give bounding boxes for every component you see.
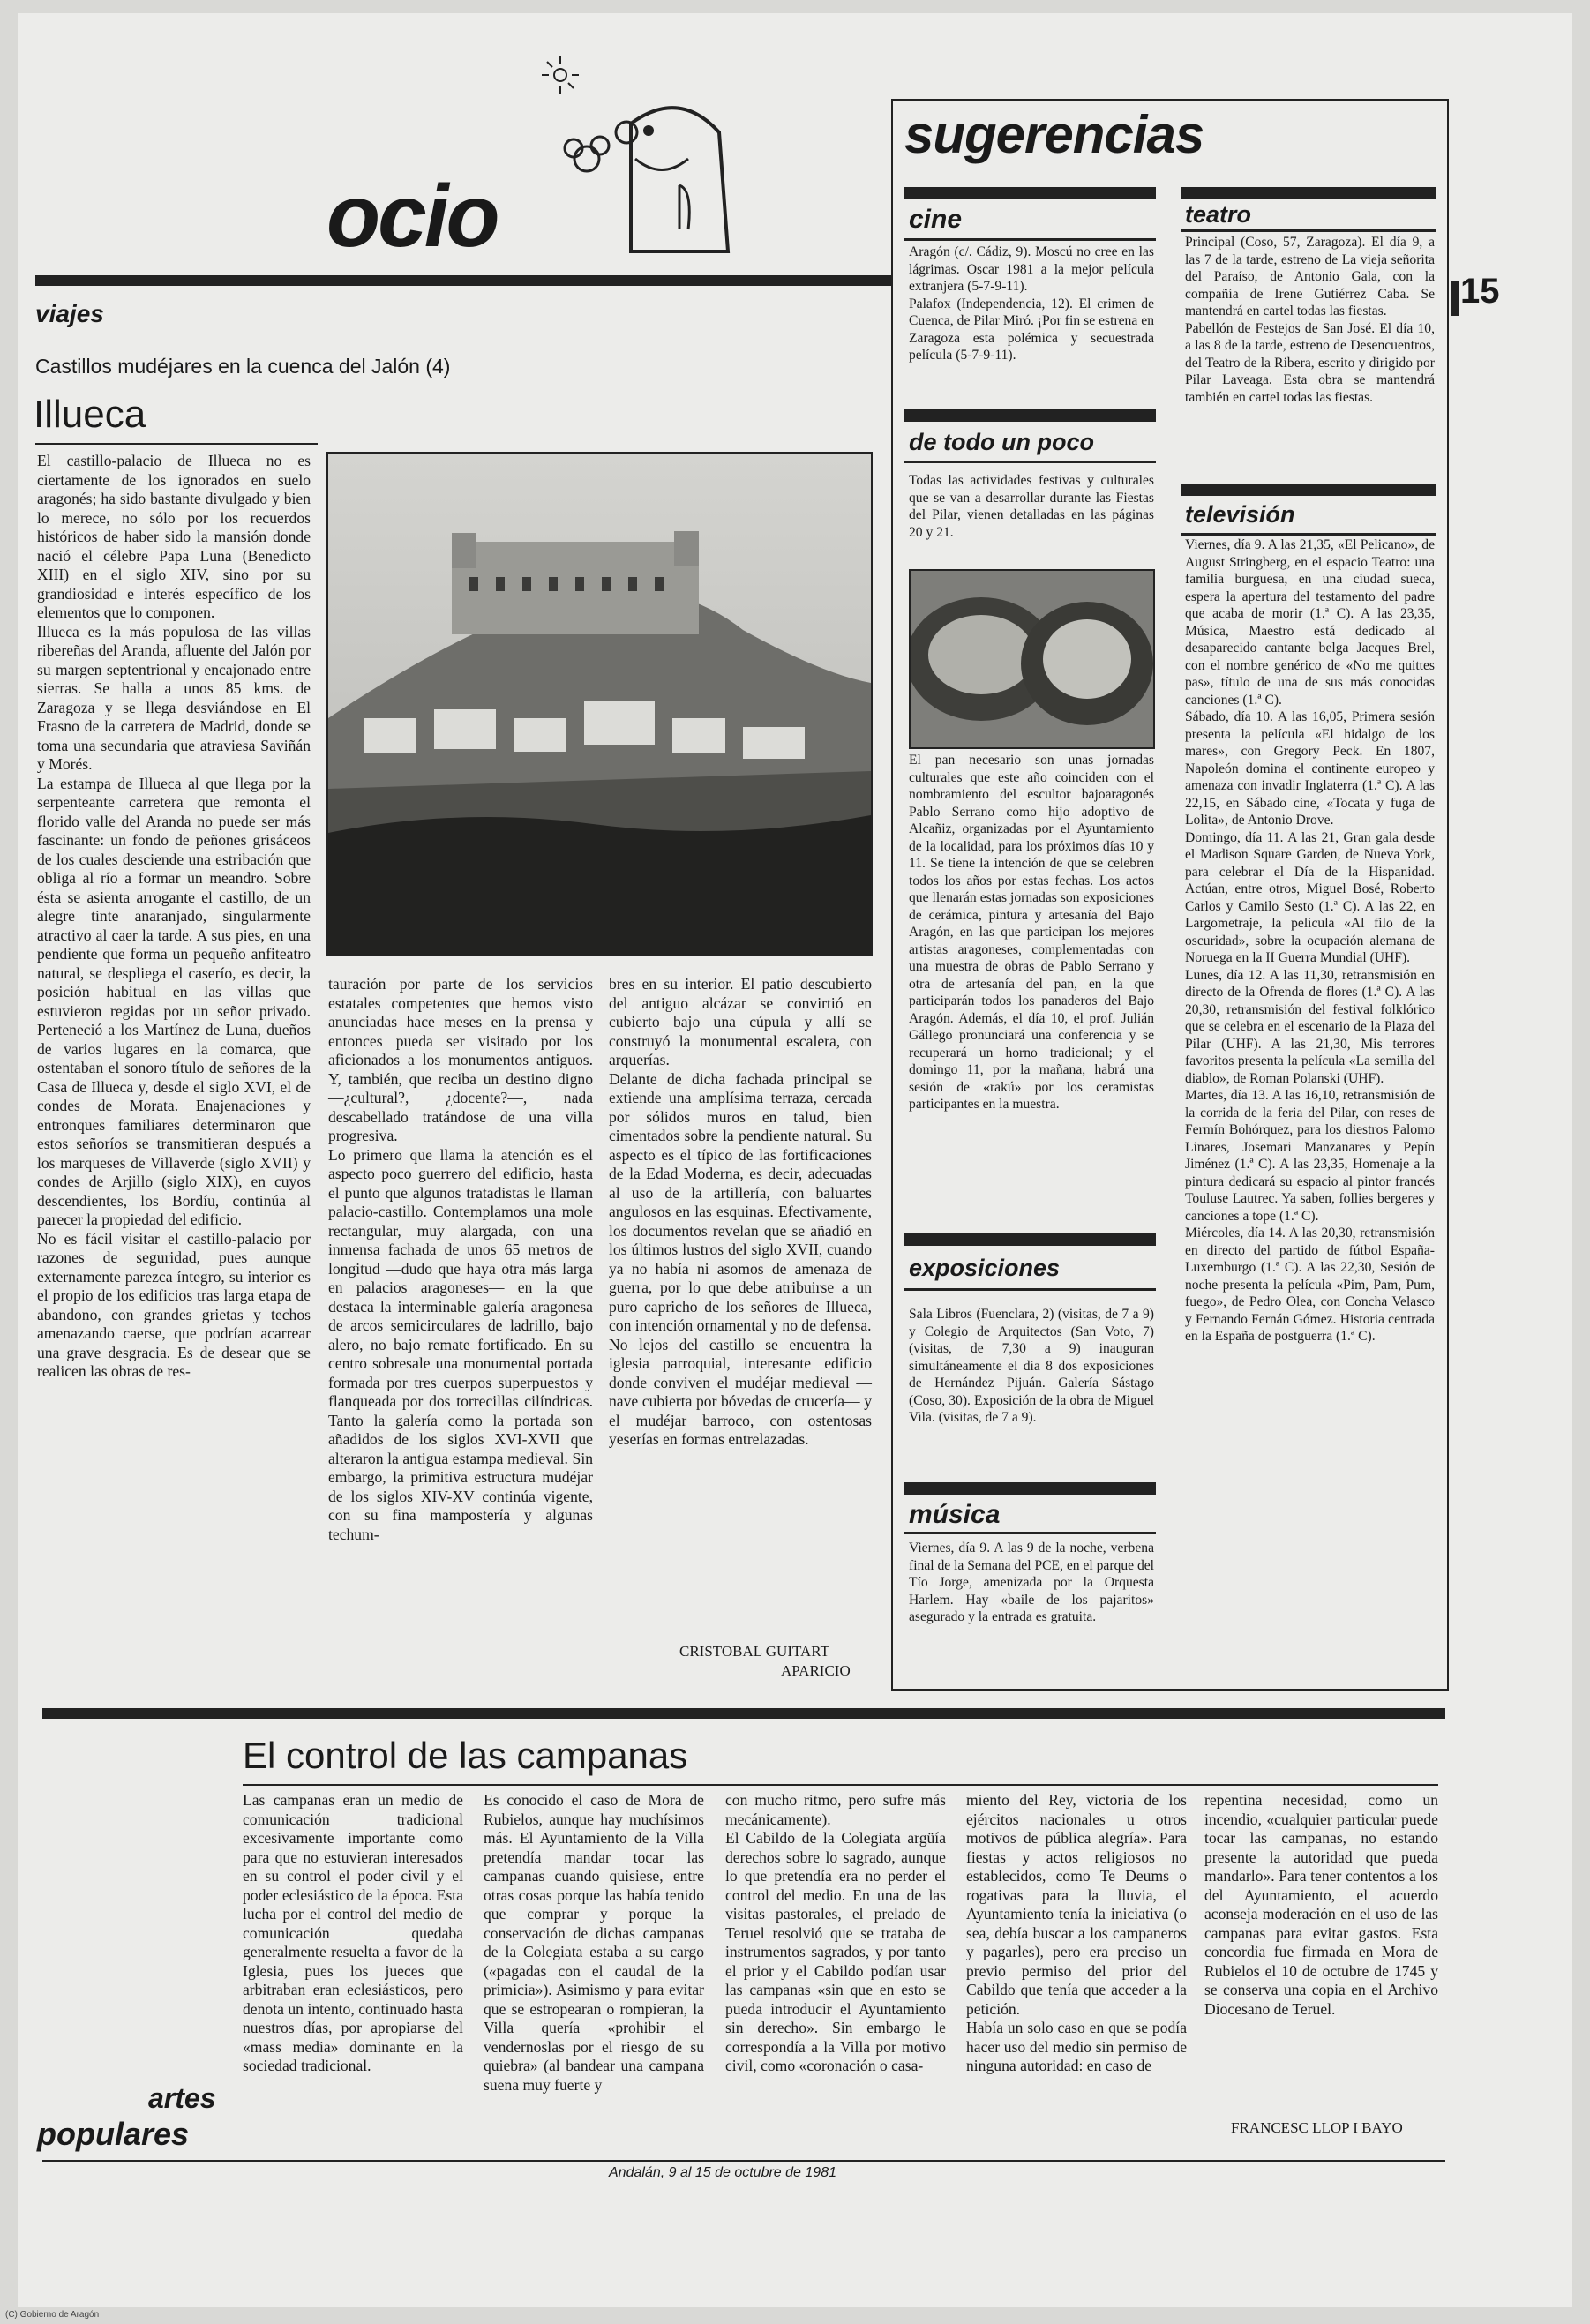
- campanas-col-1: Las campanas eran un medio de comunicación tradicional excesivamente importante como para que no estuvieran interesados en su control el poder civil y el poder eclesiástico de la época. Esta lucha por el control del medio de comunicación quedaba generalmente resuelta a favor de la Iglesia, pues los jueces que arbitraban eran eclesiásticos, pero denota un intento, continuado hasta nuestros días, por apropiarse del «mass media» dominante en la sociedad tradicional.: [243, 1791, 463, 2074]
- expo-underline: [904, 1288, 1156, 1291]
- campanas-col-4: miento del Rey, victoria de los ejércitos nacionales u otros motivos de pública alegría». Para fiestas y actos religiosos no establecidos, como Te Deums o rogativas para la lluvia, el Ayuntamiento tenía la iniciativa (o sea, debía buscar a los campaneros y pagarles), pero era preciso un previo permiso del prior del Cabildo que tenía que acceder a la petición. Había un solo caso en que se podía hacer uso del medio sin permiso de ninguna autoridad: en caso de: [966, 1791, 1187, 2074]
- expo-rule: [904, 1233, 1156, 1246]
- campanas-rule: [42, 1708, 1445, 1719]
- article-title: Illueca: [34, 393, 146, 436]
- musica-text: Viernes, día 9. A las 9 de la noche, verbena final de la Semana del PCE, en el parque del Tío Jorge, amenizada por la Orquesta Harlem. Hay «baile de los pajaritos» asegurado y la entrada es gratuita.: [909, 1541, 1154, 1624]
- cine-heading: cine: [909, 205, 963, 234]
- tv-underline: [1181, 533, 1436, 536]
- cine-text: Aragón (c/. Cádiz, 9). Moscú no cree en las lágrimas. Oscar 1981 a la mejor película extranjera (5-7-9-11). Palafox (Independencia, 12). El crimen de Cuenca, de Pilar Miró. ¡Por fin se estrena en Zaragoza esta polémica y secuestrada película (5-7-9-11).: [909, 244, 1154, 363]
- title-rule: [35, 443, 318, 445]
- campanas-title: El control de las campanas: [243, 1735, 688, 1776]
- campanas-col-3: con mucho ritmo, pero sufre más mecánicamente). El Cabildo de la Colegiata argüía derechos sobre lo sagrado, aunque lo que pretendía era no perder el control del medio. En una de las visitas pastorales, el prelado de Teruel resolvió que se trataba de instrumentos sagrados, y por tanto el prior y el Cabildo podían usar las campanas «sin que en esto se pueda introducir el Ayuntamiento sin derecho». Sin embargo le correspondía a la Villa por motivo civil, como «coronación o casa-: [725, 1791, 946, 2074]
- footer-rule: [42, 2160, 1445, 2162]
- ocio-mascot-logo: [547, 97, 737, 260]
- castle-photo: [326, 452, 873, 956]
- author-line-2: APARICIO: [781, 1662, 851, 1679]
- todo-underline: [904, 461, 1156, 463]
- header-rule: [35, 275, 891, 286]
- todo-text: Todas las actividades festivas y culturales que se van a desarrollar durante las Fiestas del Pilar, vienen detalladas en las páginas 20 y 21.: [909, 473, 1154, 540]
- musica-rule: [904, 1482, 1156, 1495]
- author-line-1: CRISTOBAL GUITART: [679, 1643, 829, 1660]
- sun-icon: [538, 53, 582, 97]
- expo-text: Sala Libros (Fuenclara, 2) (visitas, de 7 a 9) y Colegio de Arquitectos (San Voto, 7) (visitas, de 7,30 a 9) inauguran simultáneamente el día 8 dos exposiciones de Hernández Pijuán. Galería Sástago (Coso, 30). Exposición de la obra de Miguel Vila. (visitas, de 7 a 9).: [909, 1307, 1154, 1425]
- tv-rule: [1181, 484, 1436, 496]
- tv-text: Viernes, día 9. A las 21,35, «El Pelicano», de August Stringberg, en el espacio Teatro: una familia burguesa, en una ciudad sueca, espera la apertura del testamento del padre que acaba de morir (1.ª C). A las 23,35, Música, Maestro está dedicado al desaparecido cantante belga Jacques Brel, con el nombre genérico de «No me quittes pas», título de una de sus más conocidas canciones (1.ª C). Sábado, día 10. A las 16,05, Primera sesión presenta la película «El hidalgo de los mares», con Gregory Peck. En 1807, Napoleón domina el continente europeo y amenaza con invadir Inglaterra (1.ª C). A las 22,15, en Sábado cine, «Tocata y fuga de Lolita», de Antonio Drove. Domingo, día 11. A las 21, Gran gala desde el Madison Square Garden, de Nueva York, para celebrar el Día de la Hispanidad. Actúan, entre otros, Miguel Bosé, Roberto Carlos y Camilo Sesto (1.ª C). A las 22, en Largometraje, la película «Al filo de la oscuridad», sobre la ocupación alemana de Noruega en la II Guerra Mundial (UHF). Lunes, día 12. A las 11,30, retransmisión en directo de la Ofrenda de flores (1.ª C). A las 20,30, retransmisión del festival folklórico que se celebra en el escenario de la Plaza del Pilar (UHF). A las 21,30, Mis terrores favoritos presenta la película «La semilla del diablo», de Roman Polanski (UHF). Martes, día 13. A las 16,10, retransmisión de la corrida de la feria del Pilar, con reses de Fermín Bohórquez, para los diestros Palomo Linares, Josemari Manzanares y Pepín Jiménez (1.ª C). A las 23,35, Homenaje a la pintura dedicará su espacio al pintor francés Touluse Lautrec. Ya saben, follies bergeres y canciones a tope (1.ª C). Miércoles, día 14. A las 20,30, retransmisión en directo del partido de fútbol España-Luxemburgo (1.ª C). A las 22,30, Sesión de noche presenta la película «Pim, Pam, Pum, fuego», de Pedro Olea, con Concha Velasco y Fernando Fernán Gómez. Historia centrada en la España de postguerra (1.ª C).: [1185, 537, 1435, 1344]
- copyright-credit: (C) Gobierno de Aragón: [5, 2310, 100, 2320]
- expo-heading: exposiciones: [909, 1255, 1061, 1281]
- musica-underline: [904, 1532, 1156, 1534]
- article-col-3: bres en su interior. El patio descubierto del antiguo alcázar se convirtió en cubierto bajo una cúpula y allí se construyó la monumental escalera, con arquerías. Delante de dicha fachada principal se extiende una amplísima terraza, cercada por sólidos muros en talud, bien cimentados sobre la pendiente natural. Su aspecto es el típico de las fortificaciones de la Edad Moderna, es decir, adecuadas al uso de la artillería, con baluartes angulosos en las esquinas. Efectivamente, los documentos revelan que se añadió en los últimos lustros del siglo XVII, cuando ya no había ni asomos de amenaza de guerra, por lo que debe atribuirse a un puro capricho de los señores de Illueca, con intención ornamental y no de defensa. No lejos del castillo se encuentra la iglesia parroquial, interesante edificio donde conviven el mudéjar medieval —nave cubierta por bóvedas de crucería— y el mudéjar barroco, con ostentosas yeserías en formas entrelazadas.: [609, 975, 872, 1448]
- page-number-rule: [1451, 281, 1459, 316]
- series-label: Castillos mudéjares en la cuenca del Jalón (4): [35, 355, 451, 378]
- page-number: 15: [1460, 272, 1500, 311]
- article-col-1: El castillo-palacio de Illueca no es ciertamente de los ignorados en suelo aragonés; ha sido bastante divulgado y bien lo merece, no sólo por los recuerdos históricos de haber sido la mansión donde nació el célebre Papa Luna (Benedicto XIII) en el siglo XIV, sino por su grandiosidad e interés específico de los elementos que lo componen. Illueca es la más populosa de las villas ribereñas del Aranda, afluente del Jalón por su margen septentrional y encajonado entre sierras. Se halla a unos 85 kms. de Zaragoza y se llega desviándose en El Frasno de la carretera de Madrid, donde se toma una secundaria que atraviesa Saviñán y Morés. La estampa de Illueca al que llega por la serpenteante carretera que remonta el florido valle del Aranda no puede ser más fascinante: un fondo de peñones grisáceos de los cuales desciende una estribación que obliga al río a formar un meandro. Sobre ésta se asienta arrogante el castillo, de un alegre tinte anaranjado, singularmente atractivo al caer la tarde. A sus pies, en una pendiente que forma un pequeño anfiteatro natural, se despliega el caserío, es decir, la posición habitual en las villas que estuvieron regidas por un señor privado. Perteneció a los Martínez de Luna, dueños de varios lugares en la comarca, que ostentaban el sonoro título de señores de la Casa de Illueca y, desde el siglo XVI, el de condes de Morata. Enajenaciones y entronques familiares determinaron que estos señoríos se transmitieran después a los marqueses de Villaverde (siglo XVII) y condes de Arjillo (siglo XIX), en cuyos descendientes, los Bordíu, continúa al parecer la propiedad del edificio. No es fácil visitar el castillo-palacio por razones de seguridad, pues aunque externamente parezca íntegro, su interior es el propio de los edificios tras larga etapa de abandono, con grandes grietas y techos amenazando caerse, que podrían acarrear una grave desgracia. Es de desear que se realicen las obras de res-: [37, 452, 311, 1380]
- bread-photo: [909, 569, 1155, 749]
- section-title: ocio: [326, 167, 498, 266]
- todo-heading: de todo un poco: [909, 429, 1094, 455]
- teatro-rule: [1181, 187, 1436, 199]
- category-label: viajes: [35, 300, 104, 327]
- campanas-section-2: populares: [37, 2116, 190, 2152]
- musica-heading: música: [909, 1500, 1001, 1529]
- campanas-title-rule: [243, 1784, 1438, 1786]
- teatro-heading: teatro: [1185, 201, 1252, 228]
- campanas-author: FRANCESC LLOP I BAYO: [1231, 2119, 1403, 2136]
- pan-text: El pan necesario son unas jornadas culturales que este año coinciden con el nombramiento del escultor bajoaragonés Pablo Serrano como hijo adoptivo de Alcañiz, organizadas por el Ayuntamiento de la localidad, para los próximos días 10 y 11. Se tiene la intención de que se celebren todos los años por estas fechas. Los actos que llenarán estas jornadas son exposiciones de cerámica, pintura y artesanía del Bajo Aragón, en las que participan los mejores artistas aragoneses, complementadas con una muestra de obras de Pablo Serrano y otra de artesanía del pan, en la que participarán todos los panaderos del Bajo Aragón. Además, el día 10, el prof. Julián Gállego pronunciará una conferencia y se recuperará un horno tradicional; y el domingo 11, por la mañana, habrá una sesión de «rakú» por los ceramistas participantes en la muestra.: [909, 753, 1154, 1112]
- campanas-col-5: repentina necesidad, como un incendio, «cualquier particular puede tocar las campanas, no estando presente la autoridad que pueda mandarlo». Para tener contentos a los del Ayuntamiento, el acuerdo aconseja moderación en el uso de las campanas para evitar gastos. Esta concordia fue firmada en Mora de Rubielos el 10 de octubre de 1745 y se conserva una copia en el Archivo Diocesano de Teruel.: [1204, 1791, 1438, 2018]
- campanas-col-2: Es conocido el caso de Mora de Rubielos, aunque hay muchísimos más. El Ayuntamiento de la Villa pretendía mandar tocar las campanas cuando quisiese, entre otras cosas porque las había tenido que comprar y porque la conservación de dichas campanas de la Colegiata estaba a su cargo («pagadas con el caudal de la primicia»). Asimismo y para evitar que se estropearan o rompieran, la Villa quería «prohibir el vendernoslas por el riesgo de su quiebra» (al bandear una campana suena muy fuerte y: [484, 1791, 704, 2094]
- todo-rule: [904, 409, 1156, 422]
- article-col-2: tauración por parte de los servicios estatales competentes que hemos visto anunciadas hace meses en la prensa y entonces pueda ser visitado por los aficionados a los monumentos antiguos. Y, también, que reciba un destino digno —¿cultural?, ¿docente?—, nada descabellado tratándose de una villa progresiva. Lo primero que llama la atención es el aspecto poco guerrero del edificio, hasta el punto que algunos tratadistas le llaman palacio-castillo. Contemplamos una mole rectangular, muy alargada, con una inmensa fachada de unos 65 metros de longitud —dudo que haya otra más larga en palacios aragoneses— en la que destaca la interminable galería aragonesa de arcos semicirculares de ladrillo, bajo alero, no bajo remate fortificado. En su centro sobresale una monumental portada formada por tres cuerpos superpuestos y flanqueada por dos torrecillas cilíndricas. Tanto la galería como la portada son añadidos de los siglos XVI-XVII que alteraron la antigua estampa medieval. Sin embargo, la primitiva estructura mudéjar de los siglos XIV-XV continúa vigente, con su fina mampostería y algunas techum-: [328, 975, 593, 1543]
- issue-line: Andalán, 9 al 15 de octubre de 1981: [609, 2165, 836, 2180]
- cine-rule: [904, 187, 1156, 199]
- sugerencias-title: sugerencias: [904, 105, 1204, 164]
- campanas-section-1: artes: [148, 2082, 216, 2114]
- cine-underline: [904, 238, 1156, 241]
- teatro-text: Principal (Coso, 57, Zaragoza). El día 9, a las 7 de la tarde, estreno de La vieja señorita del Paraíso, de Antonio Gala, con la compañía de Irene Gutiérrez Caba. Se mantendrá en cartel todas las fiestas. Pabellón de Festejos de San José. El día 10, a las 8 de la tarde, estreno de Desencuentros, del Teatro de la Ribera, escrito y dirigido por Pilar Laveaga. Esta obra se mantendrá también en cartel todas las fiestas.: [1185, 235, 1435, 405]
- teatro-underline: [1181, 229, 1436, 232]
- tv-heading: televisión: [1185, 501, 1295, 528]
